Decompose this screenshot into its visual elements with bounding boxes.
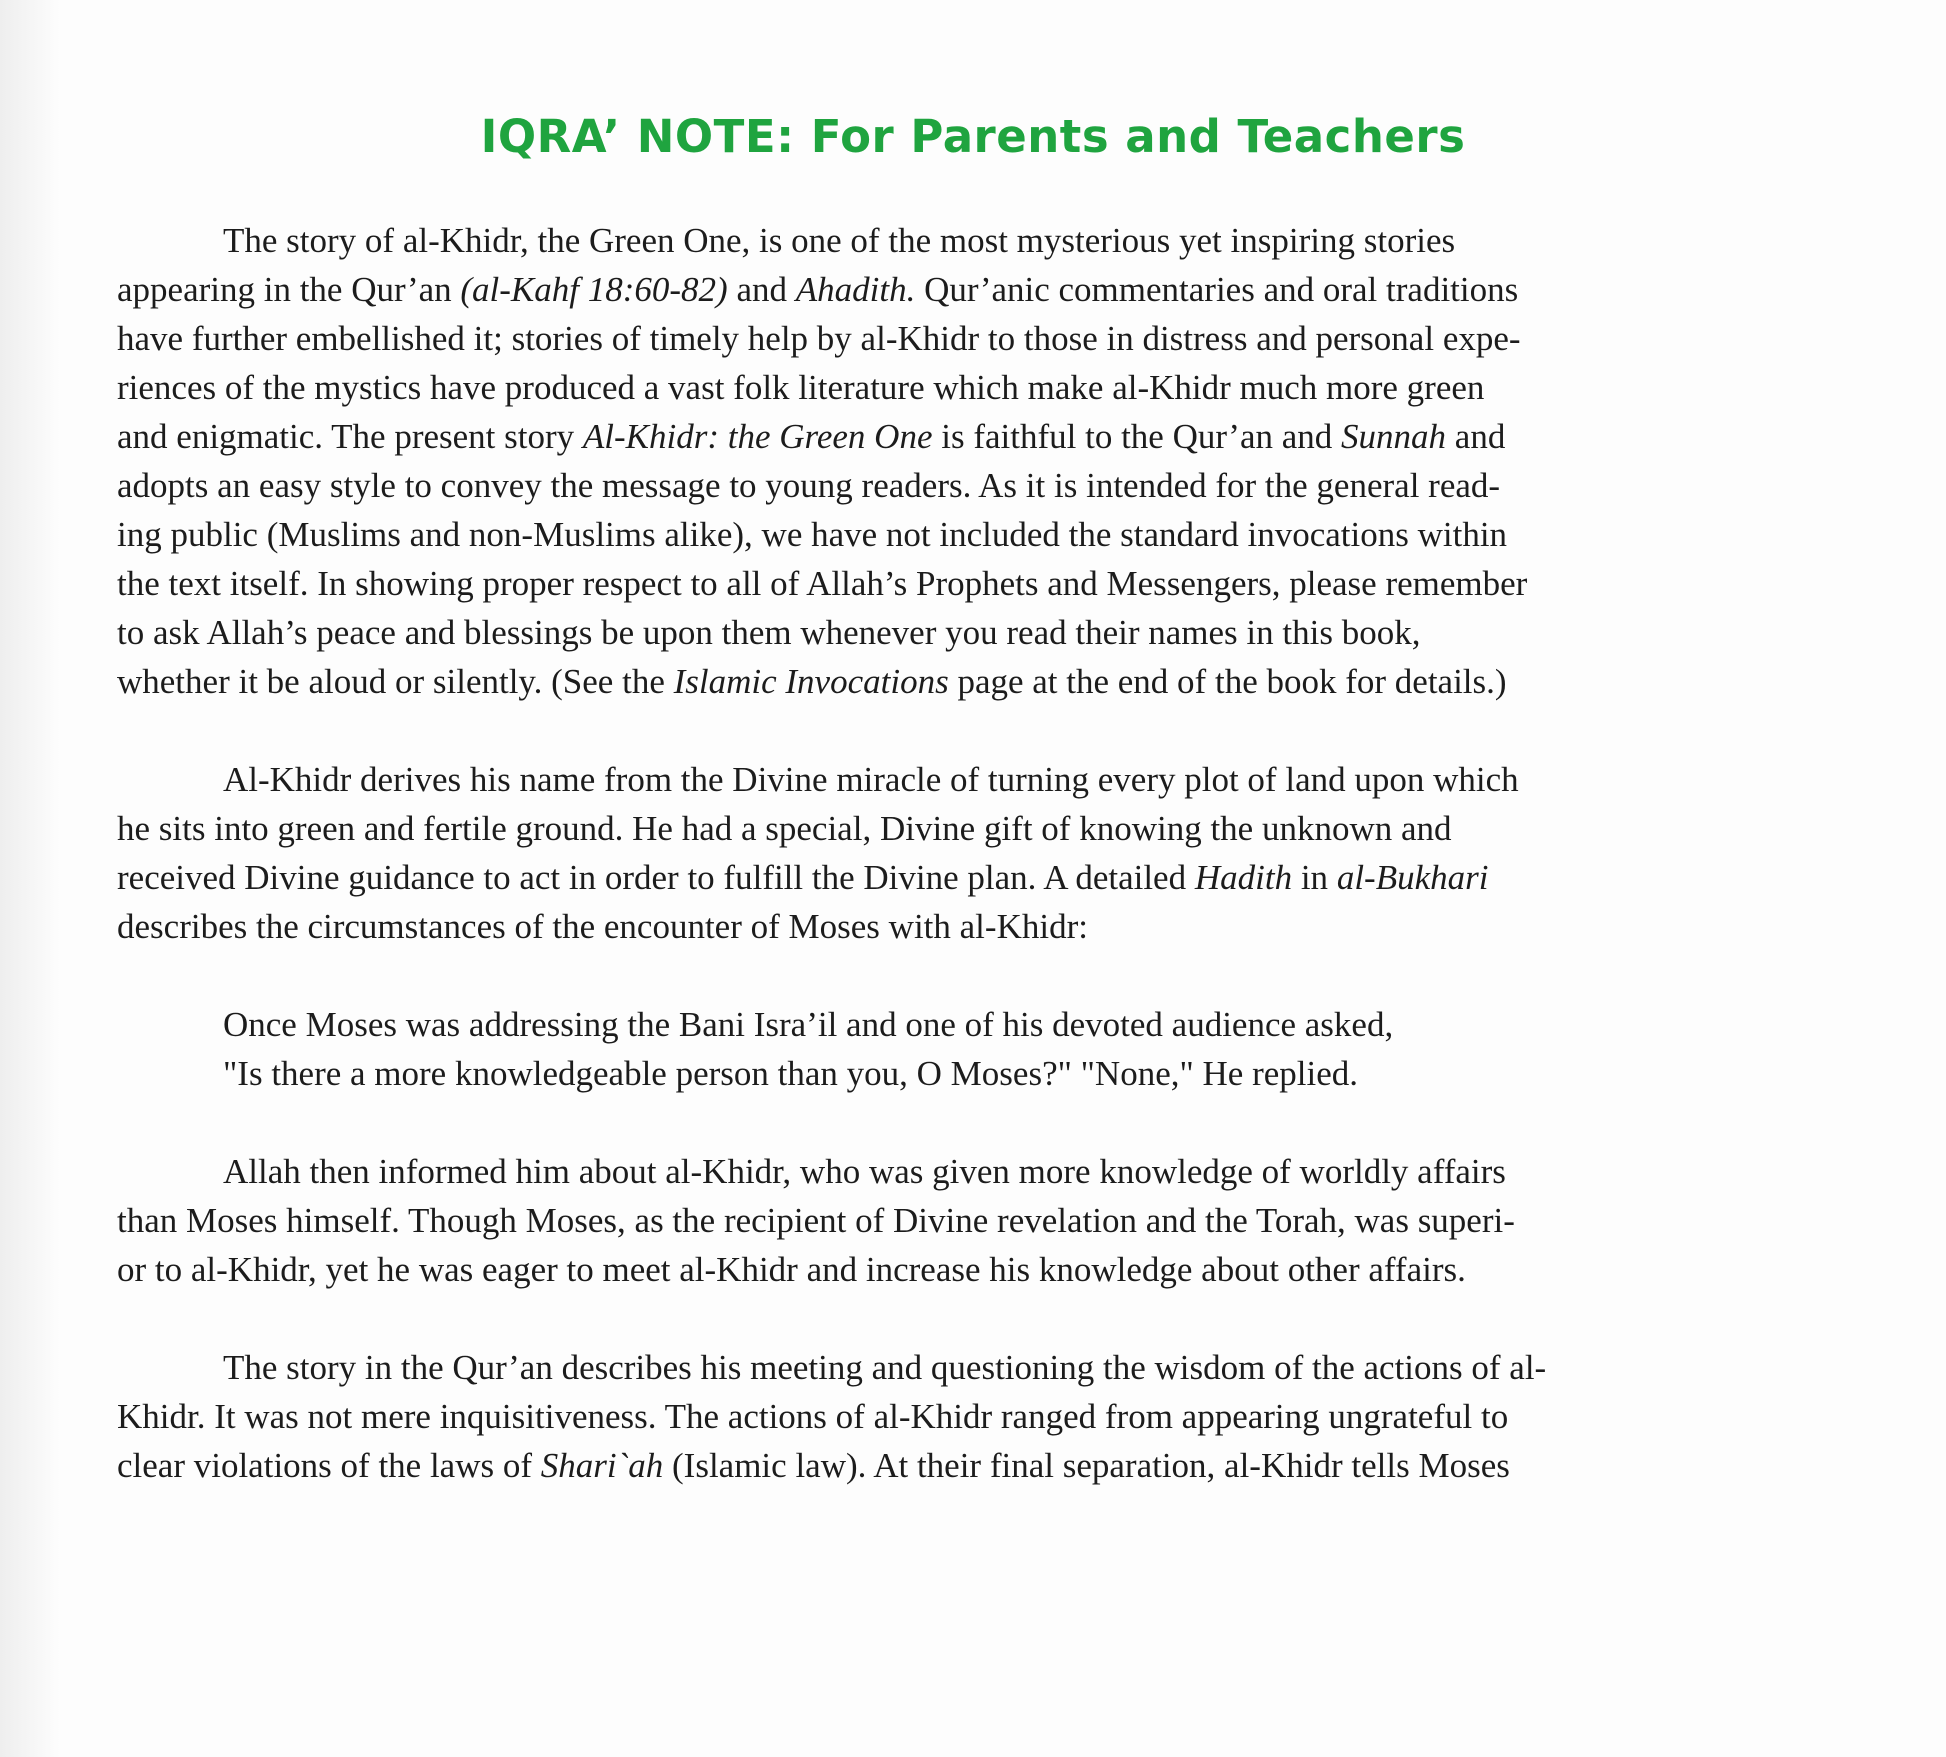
page-edge-shadow — [0, 0, 60, 1757]
paragraph-4 — [117, 1343, 1792, 1490]
text-line: or to al-Khidr, yet he was eager to meet al-Khidr and increase his knowledge about other affairs. — [117, 1250, 1466, 1289]
paragraph-spacer — [117, 1294, 1792, 1343]
text-line: Al-Khidr derives his name from the Divine miracle of turning every plot of land upon which — [223, 760, 1519, 799]
text-line: Allah then informed him about al-Khidr, who was given more knowledge of worldly affairs — [223, 1152, 1506, 1191]
text-line: The story in the Qur’an describes his meeting and questioning the wisdom of the actions of al- — [223, 1348, 1547, 1387]
paragraph-2 — [117, 755, 1792, 951]
text-run: is faithful to the Qur’an and — [932, 417, 1342, 456]
text-line: he sits into green and fertile ground. He had a special, Divine gift of knowing the unknown and — [117, 809, 1452, 848]
text-run: whether it be aloud or silently. (See the — [117, 662, 674, 701]
text-line: the text itself. In showing proper respect to all of Allah’s Prophets and Messengers, please remember — [117, 564, 1528, 603]
block-quote — [117, 1000, 1792, 1098]
italic-term: Shari`ah — [540, 1446, 664, 1485]
text-line: describes the circumstances of the encounter of Moses with al-Khidr: — [117, 907, 1088, 946]
paragraph-spacer — [117, 951, 1792, 1000]
italic-term: al-Bukhari — [1336, 858, 1489, 897]
text-run: received Divine guidance to act in order to fulfill the Divine plan. A detailed — [117, 858, 1195, 897]
text-line: than Moses himself. Though Moses, as the recipient of Divine revelation and the Torah, was superi- — [117, 1201, 1515, 1240]
text-run: Qur’anic commentaries and oral traditions — [915, 270, 1519, 309]
page-title: IQRA’ NOTE: For Parents and Teachers — [480, 110, 1466, 163]
paragraph-spacer — [117, 1098, 1792, 1147]
paragraph-spacer — [117, 706, 1792, 755]
paragraph-3 — [117, 1147, 1792, 1294]
text-line — [117, 265, 1792, 314]
text-run: and enigmatic. The present story — [117, 417, 583, 456]
text-line: riences of the mystics have produced a vast folk literature which make al-Khidr much more green — [117, 368, 1485, 407]
italic-term: Sunnah — [1341, 417, 1447, 456]
text-line — [117, 412, 1792, 461]
text-run: appearing in the Qur’an — [117, 270, 461, 309]
text-line: ing public (Muslims and non-Muslims alike), we have not included the standard invocations within — [117, 515, 1508, 554]
text-run: (Islamic law). At their final separation, al-Khidr tells Moses — [663, 1446, 1510, 1485]
note-body — [117, 216, 1792, 1490]
text-line — [117, 1441, 1792, 1490]
italic-term: Ahadith. — [795, 270, 916, 309]
text-run: and — [1446, 417, 1506, 456]
text-line: Khidr. It was not mere inquisitiveness. The actions of al-Khidr ranged from appearing ungrateful to — [117, 1397, 1509, 1436]
text-line — [117, 853, 1792, 902]
text-run: page at the end of the book for details.) — [948, 662, 1507, 701]
text-run: in — [1292, 858, 1337, 897]
text-line: to ask Allah’s peace and blessings be upon them whenever you read their names in this book, — [117, 613, 1421, 652]
text-run: and — [727, 270, 796, 309]
quote-line: Once Moses was addressing the Bani Isra’il and one of his devoted audience asked, — [223, 1005, 1394, 1044]
text-line — [117, 657, 1792, 706]
text-line: have further embellished it; stories of timely help by al-Khidr to those in distress and personal expe- — [117, 319, 1521, 358]
text-line: adopts an easy style to convey the message to young readers. As it is intended for the general read- — [117, 466, 1501, 505]
quote-line: "Is there a more knowledgeable person than you, O Moses?" "None," He replied. — [223, 1054, 1359, 1093]
paragraph-1 — [117, 216, 1792, 706]
text-line: The story of al-Khidr, the Green One, is one of the most mysterious yet inspiring stories — [223, 221, 1456, 260]
book-title: Al-Khidr: the Green One — [582, 417, 933, 456]
text-run: clear violations of the laws of — [117, 1446, 541, 1485]
verse-reference: (al-Kahf 18:60-82) — [460, 270, 728, 309]
italic-term: Hadith — [1194, 858, 1293, 897]
italic-term: Islamic Invocations — [673, 662, 949, 701]
